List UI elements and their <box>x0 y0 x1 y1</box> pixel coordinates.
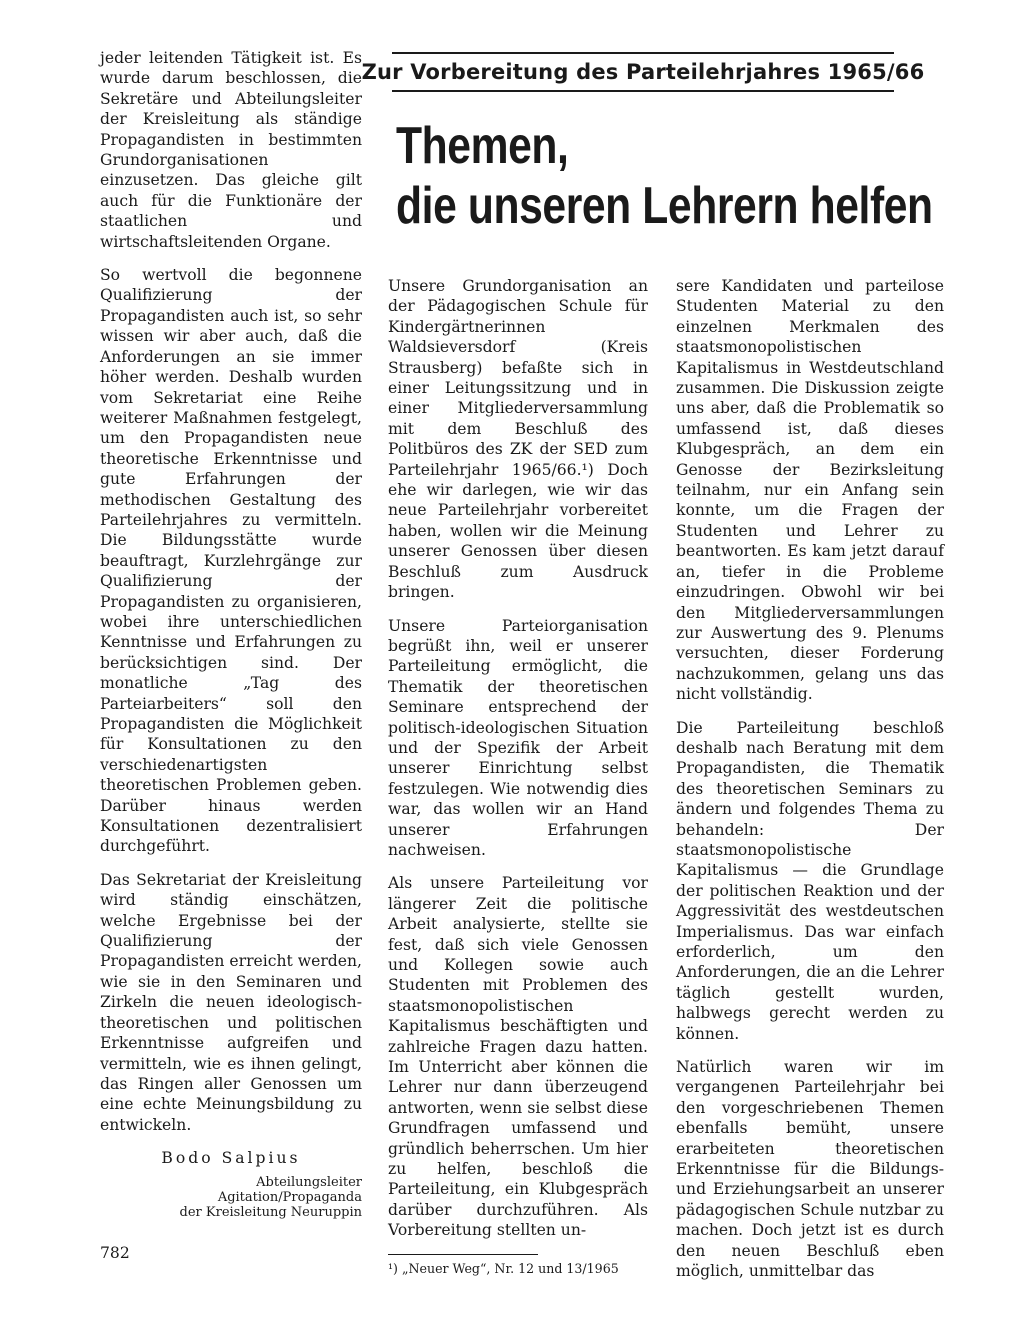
author-name: Bodo Salpius <box>161 1149 301 1168</box>
right-column <box>676 276 944 1295</box>
footnote: ¹) „Neuer Weg“, Nr. 12 und 13/1965 <box>388 1260 619 1276</box>
paragraph: Natürlich waren wir im vergangenen Parteilehrjahr bei den vorgeschriebenen Themen ebenfalls bemüht, unsere erarbeiteten theoretischen Erkenntnisse für die Bildungs- und Erziehungsarbeit an unserer pädagogischen Schule nutzbar zu machen. Doch jetzt ist es durch den neuen Beschluß eben möglich, unmittelbar das <box>676 1058 944 1281</box>
paragraph: Als unsere Parteileitung vor längerer Zeit die politische Arbeit analysierte, stellte sie fest, daß sich viele Genossen und Kollegen sowie auch Studenten mit Problemen des staatsmonopolistischen Kapitalismus beschäftigten und zahlreiche Fragen dazu hatten. Im Unterricht aber können die Lehrer nur dann überzeugend antworten, wenn sie selbst diese Grundfragen umfassend und gründlich beherrschen. Um hier zu helfen, beschloß die Parteileitung, ein Klubgespräch darüber durchzuführen. Als Vorbereitung stellten un- <box>388 874 648 1240</box>
headline-line: Themen, <box>396 117 569 175</box>
middle-column <box>388 276 648 1277</box>
headline <box>396 116 933 236</box>
paragraph: Die Parteileitung beschloß deshalb nach Beratung mit dem Propagandisten, die Thematik des theoretischen Seminars zu ändern und folgendes Thema zu behandeln: Der staatsmonopolistische Kapitalismus — die Grundlage der politischen Reaktion und der Aggressivität des westdeutschen Imperialismus. Das war einfach erforderlich, um den Anforderungen, die an die Lehrer täglich gestellt wurden, halbwegs gerecht werden zu können. <box>676 718 944 1043</box>
paragraph: Unsere Grundorganisation an der Pädagogischen Schule für Kindergärtnerinnen Waldsieversdorf (Kreis Strausberg) befaßte sich in einer Leitungssitzung und in einer Mitgliederversammlung mit dem Beschluß des Politbüros des ZK der SED zum Parteilehrjahr 1965/66.¹) Doch ehe wir darlegen, wie wir das neue Parteilehrjahr vorbereitet haben, wollen wir die Meinung unserer Genossen über diesen Beschluß zum Ausdruck bringen. <box>388 277 648 602</box>
left-column <box>100 48 362 1220</box>
paragraph: sere Kandidaten und parteilose Studenten Material zu den einzelnen Merkmalen des staatsmonopolistischen Kapitalismus in Westdeutschland zusammen. Die Diskussion zeigte uns aber, daß die Problematik so umfassend ist, daß dieses Klubgespräch, an dem ein Genosse der Bezirksleitung teilnahm, nur ein Anfang sein konnte, um die Fragen der Studenten und Lehrer zu beantworten. Es kam jetzt darauf an, tiefer in die Probleme einzudringen. Obwohl wir bei den Mitgliederversammlungen zur Auswertung des 9. Plenums versuchten, dieser Forderung nachzukommen, gelang uns das nicht vollständig. <box>676 277 944 704</box>
footnote-divider <box>388 1254 538 1255</box>
headline-line: die unseren Lehrern helfen <box>396 177 933 235</box>
paragraph: jeder leitenden Tätigkeit ist. Es wurde darum beschlossen, die Sekretäre und Abteilungsleiter der Kreisleitung als ständige Propagandisten in bestimmten Grundorganisationen einzusetzen. Das gleiche gilt auch für die Funktionäre der staatlichen und wirtschaftsleitenden Organe. <box>100 49 362 251</box>
author-role-line: Agitation/Propaganda <box>217 1189 362 1205</box>
paragraph: Das Sekretariat der Kreisleitung wird ständig einschätzen, welche Ergebnisse bei der Qualifizierung der Propagandisten erreicht werden, wie sie in den Seminaren und Zirkeln die neuen ideologisch-theoretischen und politischen Erkenntnisse aufgreifen und vermitteln, wie es ihnen gelingt, das Ringen aller Genossen um eine echte Meinungsbildung zu entwickeln. <box>100 870 362 1134</box>
author-role-line: Abteilungsleiter <box>256 1174 362 1190</box>
kicker-box <box>361 52 925 92</box>
author-role <box>100 1175 362 1220</box>
paragraph: Unsere Parteiorganisation begrüßt ihn, weil er unserer Parteileitung ermöglicht, die Thematik der theoretischen Seminare entsprechend der politisch-ideologischen Situation und der Spezifik der Arbeit unserer Einrichtung selbst festzulegen. Wie notwendig dies war, das wollen wir an Hand unserer Erfahrungen nachweisen. <box>388 616 648 859</box>
page-number: 782 <box>100 1244 130 1262</box>
kicker: Zur Vorbereitung des Parteilehrjahres 1965/66 <box>361 60 925 84</box>
paragraph: So wertvoll die begonnene Qualifizierung der Propagandisten auch ist, so sehr wissen wir aber auch, daß die Anforderungen an sie immer höher werden. Deshalb wurden vom Sekretariat eine Reihe weiterer Maßnahmen festgelegt, um den Propagandisten neue theoretische Erkenntnisse und gute Erfahrungen der methodischen Gestaltung des Parteilehrjahres zu vermitteln. Die Bildungsstätte wurde beauftragt, Kurzlehrgänge zur Qualifizierung der Propagandisten zu organisieren, wobei ihre unterschiedlichen Kenntnisse und Erfahrungen zu berücksichtigen sind. Der monatliche „Tag des Parteiarbeiters“ soll den Propagandisten die Möglichkeit für Konsultationen zu den verschiedenartigsten theoretischen Problemen geben. Darüber hinaus werden Konsultationen dezentralisiert durchgeführt. <box>100 266 362 856</box>
author-role-line: der Kreisleitung Neuruppin <box>179 1204 362 1220</box>
